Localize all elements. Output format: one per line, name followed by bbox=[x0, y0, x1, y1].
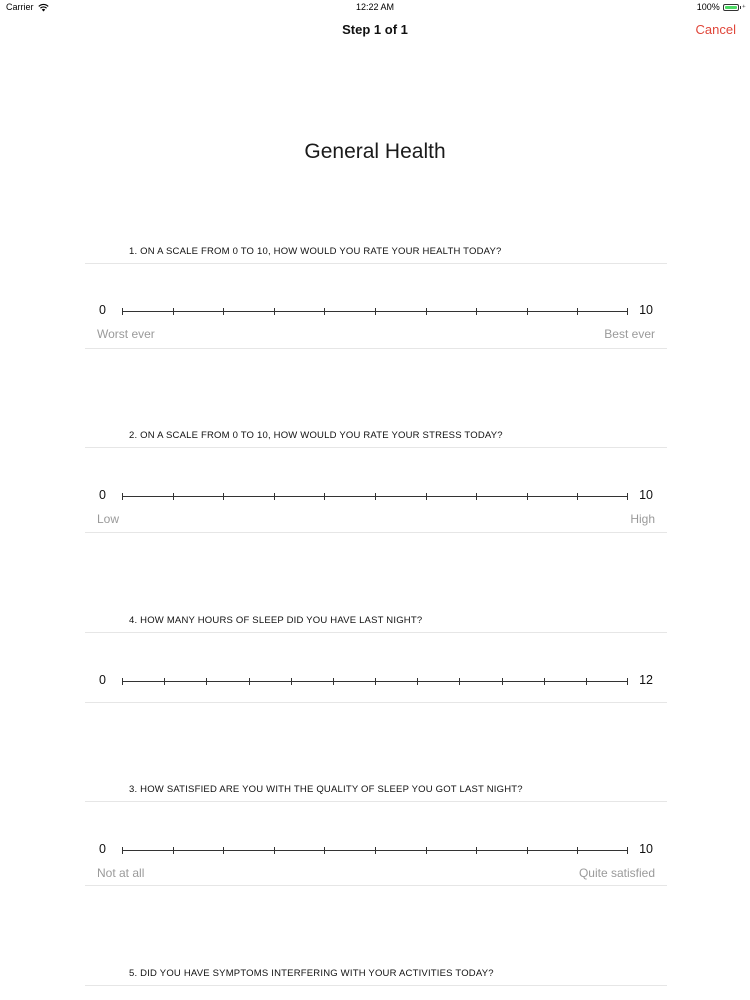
slider-tick bbox=[586, 678, 587, 685]
divider bbox=[85, 801, 667, 802]
slider-tick bbox=[173, 847, 174, 854]
slider-tick bbox=[173, 308, 174, 315]
question-text: 4. HOW MANY HOURS OF SLEEP DID YOU HAVE LAST NIGHT? bbox=[129, 615, 423, 626]
divider bbox=[85, 985, 667, 986]
slider-tick bbox=[206, 678, 207, 685]
slider-min-value: 0 bbox=[99, 303, 106, 317]
question-text: 3. HOW SATISFIED ARE YOU WITH THE QUALITY OF SLEEP YOU GOT LAST NIGHT? bbox=[129, 784, 523, 795]
charging-icon: ⁺ bbox=[741, 2, 746, 12]
slider-tick bbox=[527, 847, 528, 854]
slider-tick bbox=[577, 847, 578, 854]
slider-tick bbox=[173, 493, 174, 500]
scale-slider[interactable] bbox=[122, 681, 628, 682]
slider-tick bbox=[417, 678, 418, 685]
slider-tick bbox=[527, 493, 528, 500]
slider-labels bbox=[85, 512, 667, 528]
slider-tick bbox=[333, 678, 334, 685]
slider-min-label: Worst ever bbox=[97, 327, 155, 341]
navigation-bar bbox=[0, 14, 750, 46]
slider-max-label: Quite satisfied bbox=[578, 866, 655, 880]
page-title: General Health bbox=[304, 140, 446, 163]
slider-tick bbox=[577, 308, 578, 315]
slider-tick bbox=[164, 678, 165, 685]
slider-tick bbox=[223, 847, 224, 854]
carrier-label: Carrier bbox=[6, 2, 34, 12]
slider-tick bbox=[426, 308, 427, 315]
slider-tick bbox=[476, 847, 477, 854]
slider-tick bbox=[627, 493, 628, 500]
slider-tick bbox=[375, 678, 376, 685]
scale-slider[interactable] bbox=[122, 850, 628, 851]
slider-tick bbox=[324, 847, 325, 854]
question-text: 5. DID YOU HAVE SYMPTOMS INTERFERING WITH YOUR ACTIVITIES TODAY? bbox=[129, 968, 494, 979]
battery-percentage: 100% bbox=[696, 2, 720, 12]
slider-max-label: High bbox=[630, 512, 655, 526]
slider-tick bbox=[577, 493, 578, 500]
slider-tick bbox=[375, 847, 376, 854]
slider-tick bbox=[476, 308, 477, 315]
battery-cap bbox=[740, 6, 741, 9]
slider-tick bbox=[291, 678, 292, 685]
slider-tick bbox=[375, 308, 376, 315]
divider bbox=[85, 263, 667, 264]
slider-tick bbox=[274, 308, 275, 315]
slider-min-value: 0 bbox=[99, 488, 106, 502]
slider-min-value: 0 bbox=[99, 842, 106, 856]
slider-tick bbox=[544, 678, 545, 685]
cancel-button[interactable]: Cancel bbox=[695, 22, 736, 37]
slider-tick bbox=[223, 493, 224, 500]
slider-max-value: 10 bbox=[639, 303, 653, 317]
slider-tick bbox=[324, 308, 325, 315]
divider bbox=[85, 348, 667, 349]
slider-row bbox=[85, 671, 667, 691]
slider-labels bbox=[85, 866, 667, 882]
question-sleep-hours bbox=[85, 615, 667, 705]
divider bbox=[85, 632, 667, 633]
slider-labels bbox=[85, 327, 667, 343]
slider-tick bbox=[527, 308, 528, 315]
slider-min-label: Low bbox=[97, 512, 120, 526]
battery-icon bbox=[723, 4, 739, 11]
question-stress bbox=[85, 430, 667, 534]
status-right bbox=[697, 2, 746, 12]
slider-row bbox=[85, 486, 667, 506]
slider-tick bbox=[324, 493, 325, 500]
slider-tick bbox=[426, 493, 427, 500]
slider-tick bbox=[627, 308, 628, 315]
slider-min-label: Not at all bbox=[97, 866, 145, 880]
slider-row bbox=[85, 301, 667, 321]
slider-tick bbox=[426, 847, 427, 854]
slider-max-value: 12 bbox=[639, 673, 653, 687]
slider-max-label: Best ever bbox=[604, 327, 655, 341]
step-title: Step 1 of 1 bbox=[342, 22, 408, 37]
divider bbox=[85, 702, 667, 703]
slider-tick bbox=[502, 678, 503, 685]
divider bbox=[85, 532, 667, 533]
slider-max-value: 10 bbox=[639, 842, 653, 856]
slider-tick bbox=[249, 678, 250, 685]
slider-tick bbox=[274, 493, 275, 500]
slider-tick bbox=[375, 493, 376, 500]
scale-slider[interactable] bbox=[122, 311, 628, 312]
slider-tick bbox=[459, 678, 460, 685]
slider-tick bbox=[274, 847, 275, 854]
slider-row bbox=[85, 840, 667, 860]
question-symptoms bbox=[85, 968, 667, 998]
slider-max-value: 10 bbox=[639, 488, 653, 502]
divider bbox=[85, 885, 667, 886]
slider-tick bbox=[476, 493, 477, 500]
slider-tick bbox=[122, 493, 123, 500]
question-health bbox=[85, 246, 667, 350]
slider-tick bbox=[122, 847, 123, 854]
scale-slider[interactable] bbox=[122, 496, 628, 497]
slider-tick bbox=[627, 847, 628, 854]
slider-tick bbox=[627, 678, 628, 685]
slider-tick bbox=[122, 678, 123, 685]
battery-fill bbox=[725, 6, 737, 9]
question-text: 2. ON A SCALE FROM 0 TO 10, HOW WOULD YOU RATE YOUR STRESS TODAY? bbox=[129, 430, 503, 441]
question-text: 1. ON A SCALE FROM 0 TO 10, HOW WOULD YOU RATE YOUR HEALTH TODAY? bbox=[129, 246, 502, 257]
question-sleep-quality bbox=[85, 784, 667, 888]
slider-min-value: 0 bbox=[99, 673, 106, 687]
divider bbox=[85, 447, 667, 448]
slider-tick bbox=[122, 308, 123, 315]
status-bar bbox=[0, 0, 750, 14]
status-time: 12:22 AM bbox=[355, 2, 395, 12]
slider-tick bbox=[223, 308, 224, 315]
